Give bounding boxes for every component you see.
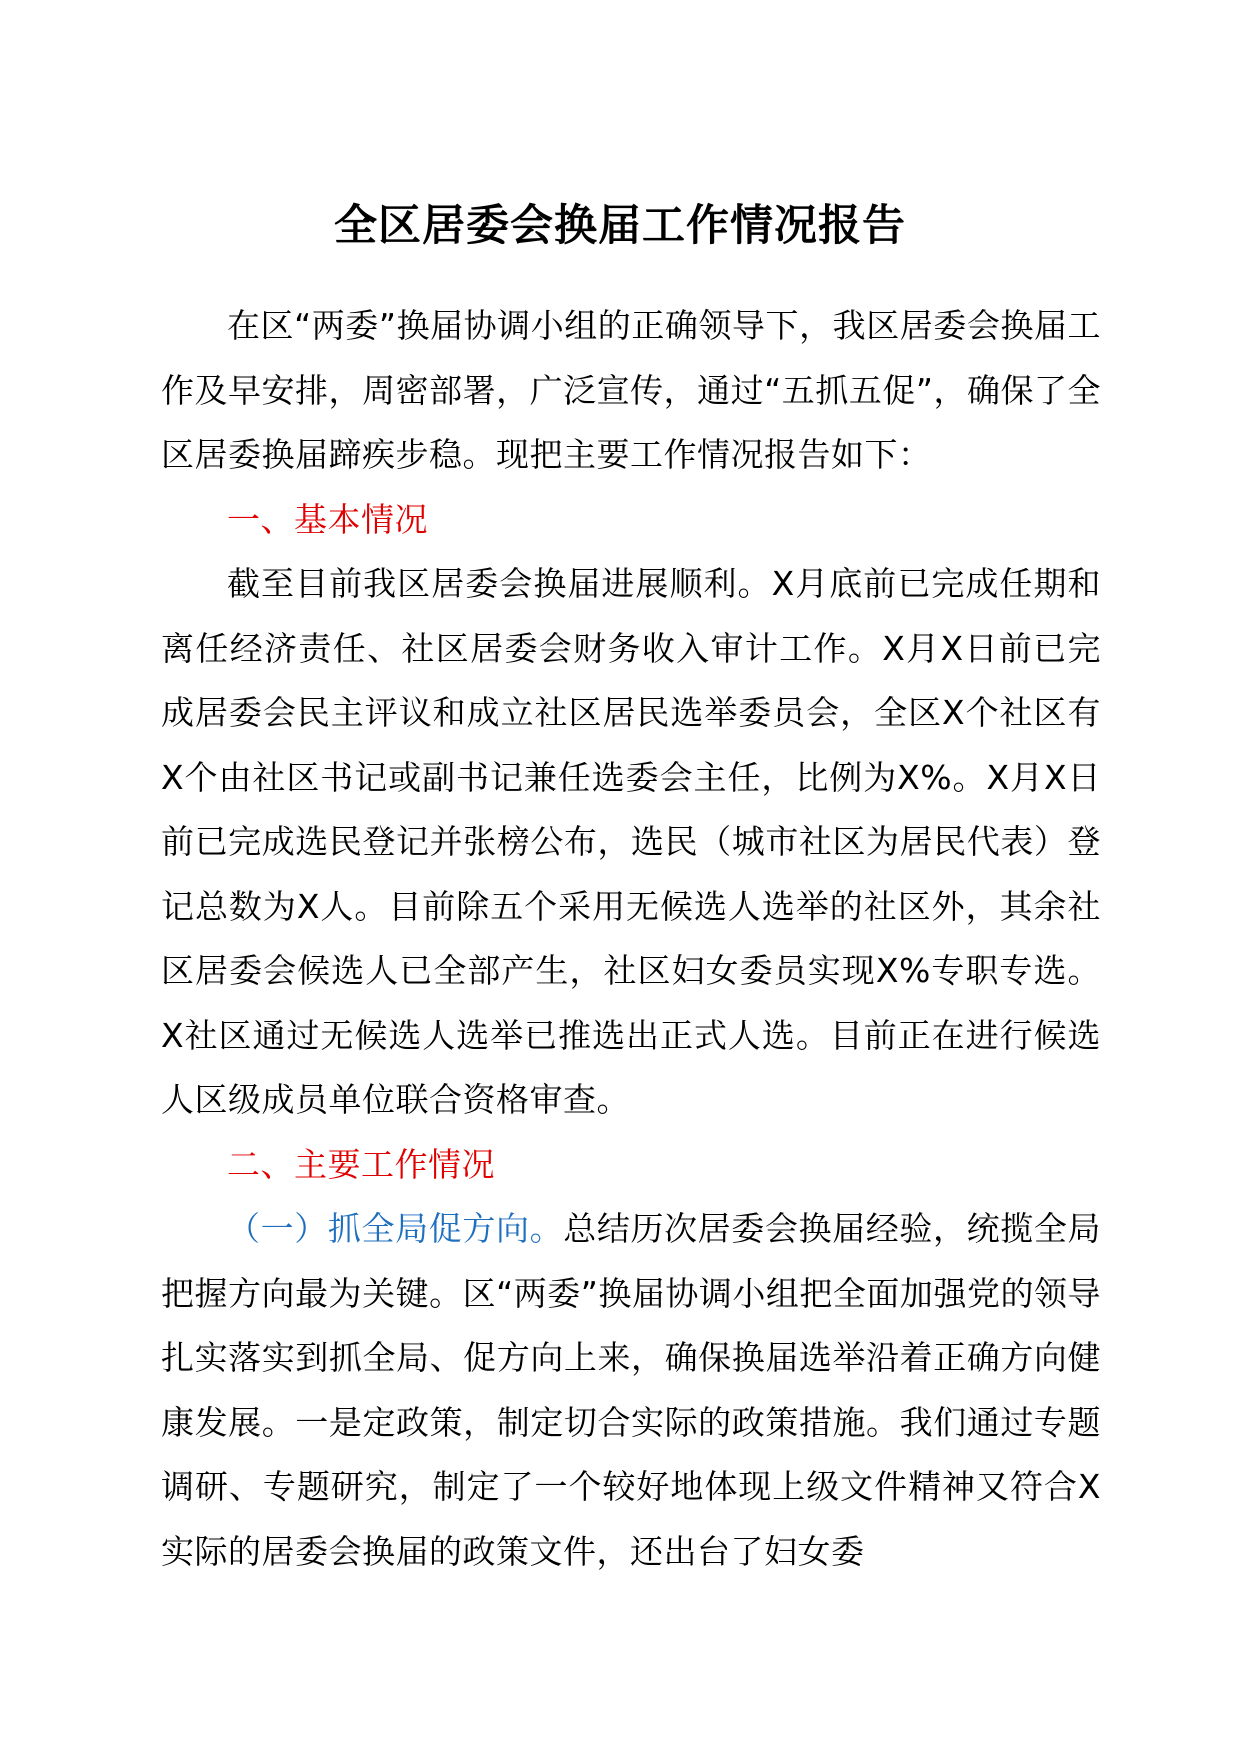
- document-title: 全区居委会换届工作情况报告: [334, 201, 906, 251]
- subheading-overall-direction: （一）抓全局促方向。: [227, 1209, 564, 1248]
- section-heading-basic: 一、基本情况: [227, 499, 428, 539]
- section-heading-main-work: 二、主要工作情况: [227, 1144, 495, 1184]
- main-work-paragraph: [161, 1197, 1101, 1584]
- overall-direction-text: 总结历次居委会换届经验，统揽全局把握方向最为关键。区“两委”换届协调小组把全面加强党的领导扎实落实到抓全局、促方向上来，确保换届选举沿着正确方向健康发展。一是定政策，制定切合实际的政策措施。我们通过专题调研、专题研究，制定了一个较好地体现上级文件精神又符合X实际的居委会换届的政策文件，还出台了妇女委: [161, 1209, 1102, 1571]
- document-body: [161, 294, 1101, 1584]
- intro-paragraph: 在区“两委”换届协调小组的正确领导下，我区居委会换届工作及早安排，周密部署，广泛宣传，通过“五抓五促”，确保了全区居委换届蹄疾步稳。现把主要工作情况报告如下：: [161, 306, 1101, 474]
- basic-situation-paragraph: 截至目前我区居委会换届进展顺利。X月底前已完成任期和离任经济责任、社区居委会财务收入审计工作。X月X日前已完成居委会民主评议和成立社区居民选举委员会，全区X个社区有X个由社区书记或副书记兼任选委会主任，比例为X%。X月X日前已完成选民登记并张榜公布，选民（城市社区为居民代表）登记总数为X人。目前除五个采用无候选人选举的社区外，其余社区居委会候选人已全部产生，社区妇女委员实现X%专职专选。X社区通过无候选人选举已推选出正式人选。目前正在进行候选人区级成员单位联合资格审查。: [161, 564, 1101, 1119]
